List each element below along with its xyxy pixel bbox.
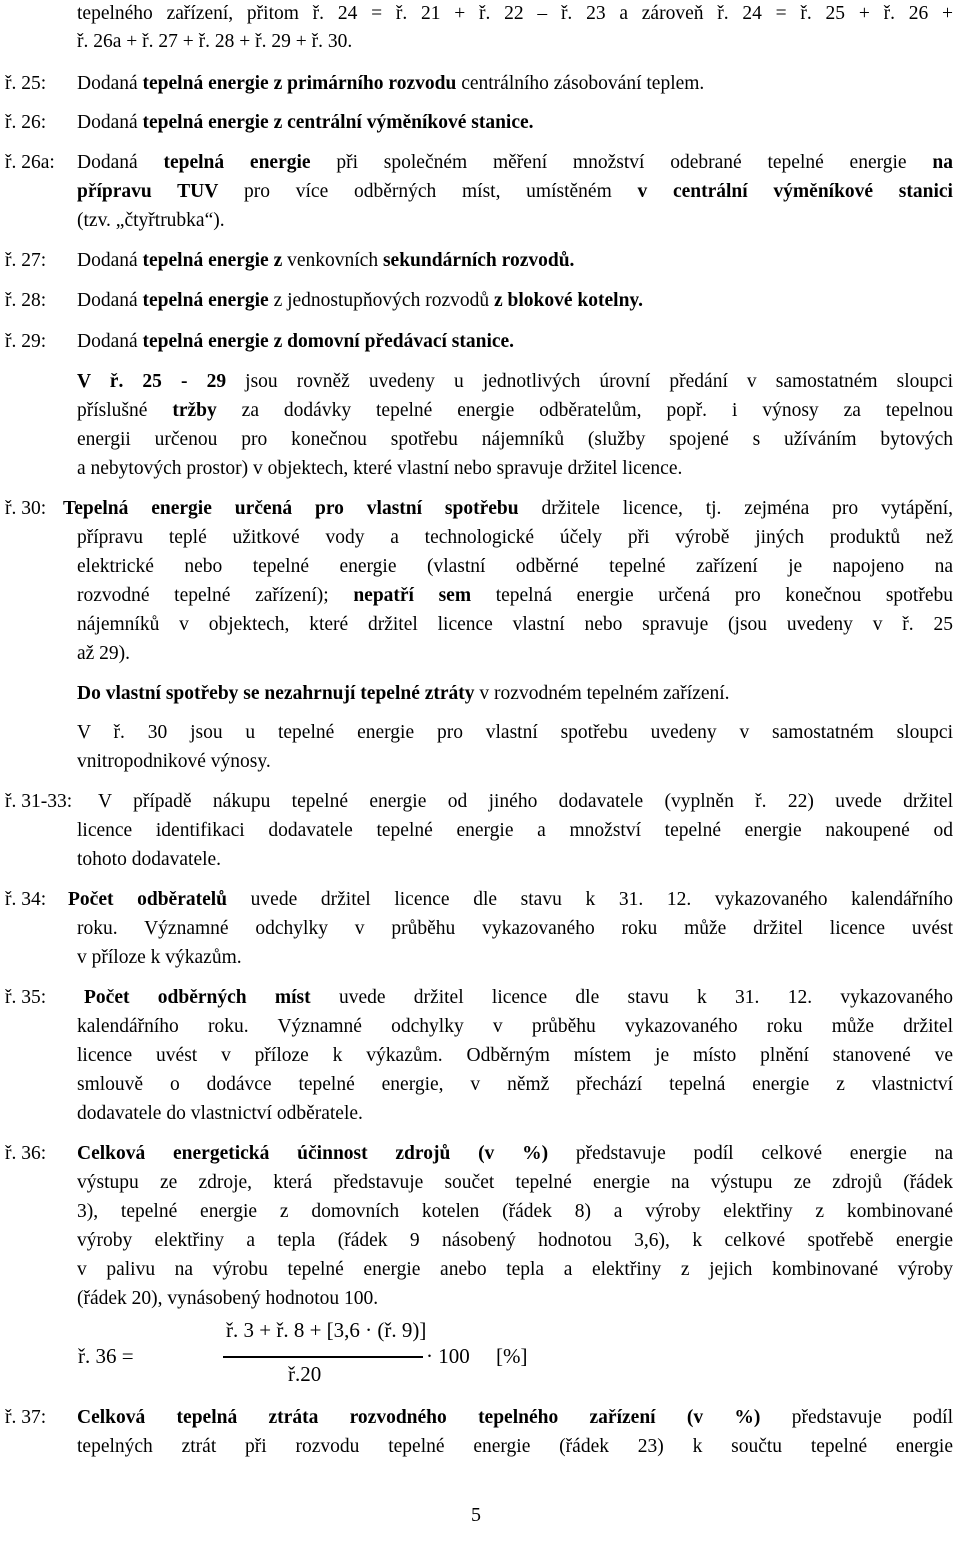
row-35-text: Počet odběrných míst uvede držitel licence dle stavu k 31. 12. vykazovaného [84,987,953,1008]
row-30-text: vnitropodnikové výnosy. [77,751,271,772]
formula-denominator: ř.20 [288,1362,322,1386]
fraction-bar [223,1356,423,1358]
row-25-text: Dodaná tepelná energie z primárního rozvodu centrálního zásobování teplem. [77,73,705,94]
row-35-text: kalendářního roku. Významné odchylky v průběhu vykazovaného roku může držitel [77,1016,953,1037]
row-29-text: Dodaná tepelná energie z domovní předávací stanice. [77,331,515,352]
row-37-text: tepelných ztrát při rozvodu tepelné energie (řádek 23) k součtu tepelné energie [77,1436,953,1457]
row-31-text: V případě nákupu tepelné energie od jiného dodavatele (vyplněn ř. 22) uvede držitel [98,791,953,812]
row-35-text: dodavatele do vlastnictví odběratele. [77,1103,363,1124]
row-label: ř. 30: [5,498,47,519]
row-label: ř. 28: [5,290,47,311]
row-26a-text: přípravu TUV pro více odběrných míst, umístěném v centrální výměníkové stanici [77,181,953,202]
formula-multiplier: · 100 [426,1344,470,1368]
row-31-text: tohoto dodavatele. [77,849,222,870]
row-28-text: Dodaná tepelná energie z jednostupňových rozvodů z blokové kotelny. [77,290,643,311]
row-36-text: 3), tepelné energie z domovních kotelen (řádek 8) a výroby elektřiny z kombinované [77,1201,953,1222]
row-27-text: Dodaná tepelná energie z venkovních sekundárních rozvodů. [77,250,575,271]
row-26a-text: (tzv. „čtyřtrubka“). [77,210,225,231]
row-36-text: výroby elektřiny a tepla (řádek 9 násobený hodnotou 3,6), k celkové spotřebě energie [77,1230,953,1251]
row-35-text: licence uvést v příloze k výkazům. Odběrným místem je místo plnění stanovené ve [77,1045,953,1066]
paragraph-line: příslušné tržby za dodávky tepelné energie odběratelům, popř. i výnosy za tepelnou [77,400,953,421]
row-36-text: Celková energetická účinnost zdrojů (v %) představuje podíl celkové energie na [77,1143,953,1164]
row-30-text: přípravu teplé užitkové vody a technologické účely při výrobě jiných produktů než [77,527,953,548]
row-label: ř. 25: [5,73,47,94]
row-34-text: Počet odběratelů uvede držitel licence dle stavu k 31. 12. vykazovaného kalendářního [68,889,953,910]
row-35-text: smlouvě o dodávce tepelné energie, v němž přechází tepelná energie z vlastnictví [77,1074,953,1095]
row-30-text: elektrické nebo tepelné energie (vlastní odběrné tepelné zařízení je napojeno na [77,556,953,577]
text-line: ř. 26a + ř. 27 + ř. 28 + ř. 29 + ř. 30. [77,31,353,52]
formula-unit: [%] [496,1344,528,1368]
row-label: ř. 35: [5,987,47,1008]
row-30-text: V ř. 30 jsou u tepelné energie pro vlastní spotřebu uvedeny v samostatném sloupci [77,722,953,743]
row-26-text: Dodaná tepelná energie z centrální výměníkové stanice. [77,112,534,133]
row-36-text: v palivu na výrobu tepelné energie anebo tepla a elektřiny z jejich kombinované výroby [77,1259,953,1280]
row-label: ř. 27: [5,250,47,271]
row-30-text: nájemníků v objektech, které držitel licence vlastní nebo spravuje (jsou uvedeny v ř. 25 [77,614,953,635]
row-label: ř. 37: [5,1407,47,1428]
row-36-text: výstupu ze zdroje, která představuje součet tepelné energie na výstupu ze zdrojů (řádek [77,1172,953,1193]
row-label: ř. 31-33: [5,791,73,812]
row-36-text: (řádek 20), vynásobený hodnotou 100. [77,1288,379,1309]
formula-lhs: ř. 36 = [78,1344,134,1368]
row-26a-text: Dodaná tepelná energie při společném měření množství odebrané tepelné energie na [77,152,953,173]
paragraph-line: a nebytových prostor) v objektech, které vlastní nebo spravuje držitel licence. [77,458,683,479]
efficiency-formula [78,1318,528,1393]
row-37-text: Celková tepelná ztráta rozvodného tepelného zařízení (v %) představuje podíl [77,1407,953,1428]
row-30-text: Tepelná energie určená pro vlastní spotřebu držitele licence, tj. zejména pro vytápění, [63,498,953,519]
row-label: ř. 26a: [5,152,55,173]
paragraph-line: V ř. 25 - 29 jsou rovněž uvedeny u jednotlivých úrovní předání v samostatném sloupci [77,371,953,392]
row-label: ř. 34: [5,889,47,910]
row-31-text: licence identifikaci dodavatele tepelné energie a množství tepelné energie nakoupené od [77,820,953,841]
row-34-text: roku. Významné odchylky v průběhu vykazovaného roku může držitel licence uvést [77,918,953,939]
row-30-text: Do vlastní spotřeby se nezahrnují tepelné ztráty v rozvodném tepelném zařízení. [77,683,730,704]
formula-numerator: ř. 3 + ř. 8 + [3,6 · (ř. 9)] [226,1318,427,1342]
page-number: 5 [471,1504,481,1526]
row-30-text: až 29). [77,643,131,664]
row-label: ř. 26: [5,112,47,133]
paragraph-line: energii určenou pro konečnou spotřebu nájemníků (služby spojené s užíváním bytových [77,429,953,450]
row-label: ř. 36: [5,1143,47,1164]
row-label: ř. 29: [5,331,47,352]
text-line: tepelného zařízení, přitom ř. 24 = ř. 21 + ř. 22 – ř. 23 a zároveň ř. 24 = ř. 25 + ř. 26 + [77,3,953,24]
row-34-text: v příloze k výkazům. [77,947,242,968]
row-30-text: rozvodné tepelné zařízení); nepatří sem tepelná energie určená pro konečnou spotřebu [77,585,953,606]
